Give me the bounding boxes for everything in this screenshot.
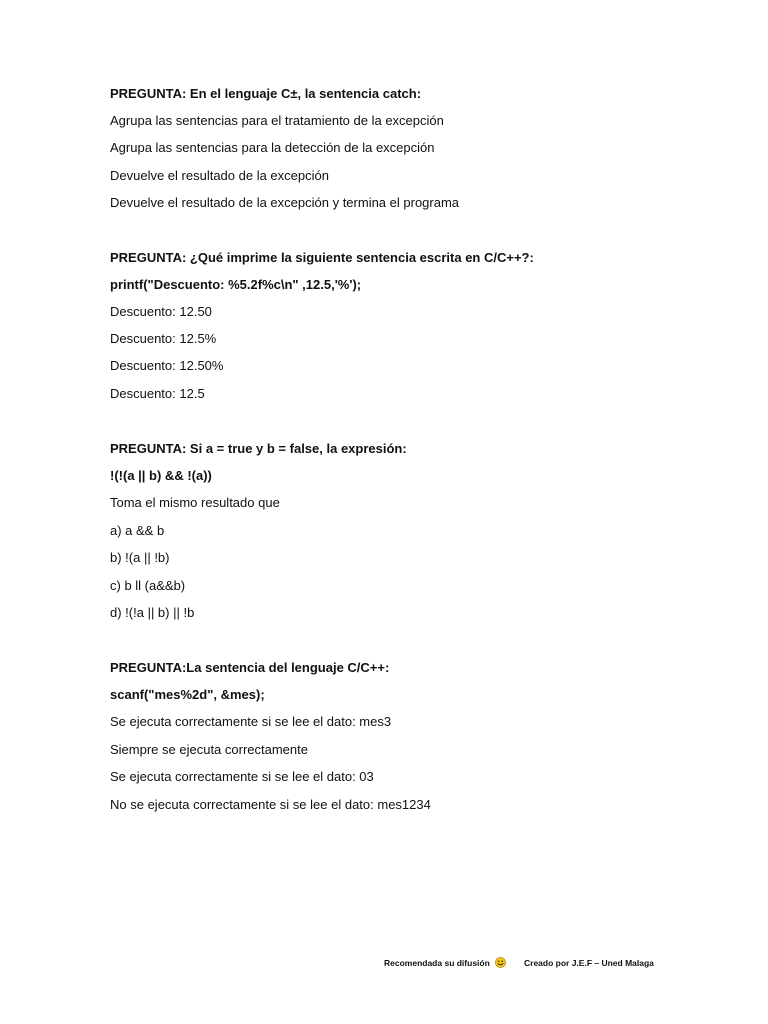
- question-4-prompt: PREGUNTA:La sentencia del lenguaje C/C++:: [110, 660, 390, 675]
- question-3-option-c: c) b ll (a&&b): [110, 578, 186, 593]
- question-4-option-2: Siempre se ejecuta correctamente: [110, 742, 308, 757]
- smiley-face-icon: [495, 957, 506, 968]
- question-3-code: !(!(a || b) && !(a)): [110, 468, 212, 483]
- question-4-option-3: Se ejecuta correctamente si se lee el dato: 03: [110, 769, 374, 784]
- question-1-prompt: PREGUNTA: En el lenguaje C±, la sentencia catch:: [110, 86, 422, 101]
- footer-recommendation-text: Recomendada su difusión: [384, 958, 490, 968]
- question-2-option-4: Descuento: 12.5: [110, 386, 205, 401]
- question-2-option-1: Descuento: 12.50: [110, 304, 212, 319]
- question-4-option-4: No se ejecuta correctamente si se lee el dato: mes1234: [110, 797, 431, 812]
- question-4-code: scanf("mes%2d", &mes);: [110, 687, 265, 702]
- question-2-option-2: Descuento: 12.5%: [110, 331, 217, 346]
- footer-author: Creado por J.E.F – Uned Malaga: [524, 958, 654, 968]
- question-3-option-a: a) a && b: [110, 523, 165, 538]
- question-3-prompt: PREGUNTA: Si a = true y b = false, la expresión:: [110, 441, 407, 456]
- question-2-option-3: Descuento: 12.50%: [110, 358, 224, 373]
- question-1-option-2: Agrupa las sentencias para la detección de la excepción: [110, 140, 435, 155]
- question-1-option-3: Devuelve el resultado de la excepción: [110, 168, 329, 183]
- question-3-subprompt: Toma el mismo resultado que: [110, 495, 280, 510]
- question-3-option-b: b) !(a || !b): [110, 550, 170, 565]
- question-2-code: printf("Descuento: %5.2f%c\n" ,12.5,'%');: [110, 277, 362, 292]
- question-1-option-4: Devuelve el resultado de la excepción y termina el programa: [110, 195, 460, 210]
- question-2-prompt: PREGUNTA: ¿Qué imprime la siguiente sentencia escrita en C/C++?:: [110, 250, 534, 265]
- question-1-option-1: Agrupa las sentencias para el tratamiento de la excepción: [110, 113, 444, 128]
- question-3-option-d: d) !(!a || b) || !b: [110, 605, 195, 620]
- footer-recommendation: [384, 957, 506, 969]
- question-4-option-1: Se ejecuta correctamente si se lee el dato: mes3: [110, 714, 392, 729]
